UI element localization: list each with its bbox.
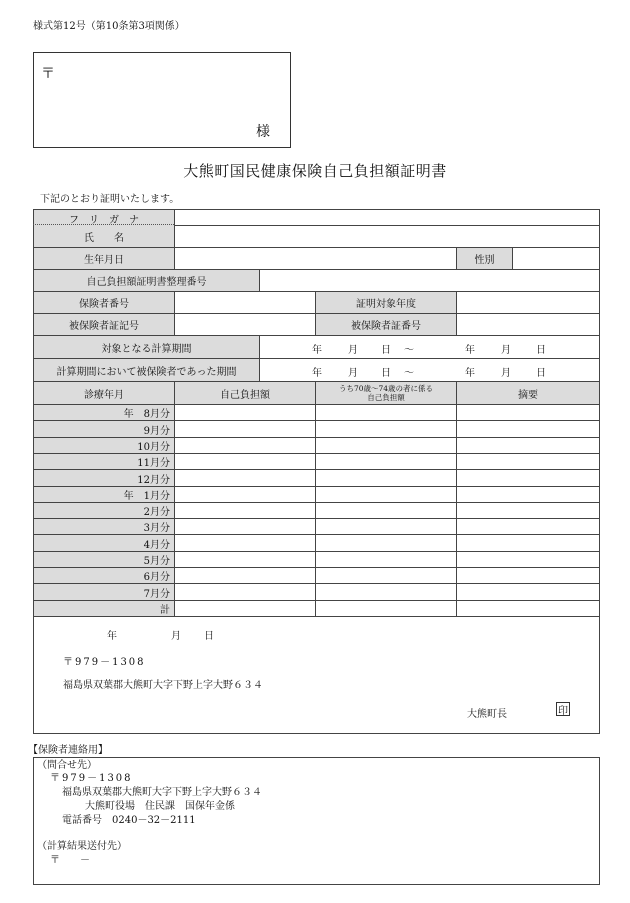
copay-cell[interactable] — [174, 469, 316, 487]
label-furigana: フ リ ガ ナ — [33, 209, 175, 226]
remarks-cell[interactable] — [456, 469, 600, 487]
copay-70-74-cell[interactable] — [315, 404, 457, 421]
footer-date-day: 日 — [204, 631, 214, 642]
label-gender: 性別 — [456, 247, 513, 270]
contact-address: 福島県双葉郡大熊町大字下野上字大野６３４ — [62, 787, 262, 798]
period-day: 日 — [536, 368, 546, 379]
certification-footer — [33, 610, 600, 734]
copay-cell[interactable] — [174, 453, 316, 470]
label-target-year: 証明対象年度 — [315, 291, 457, 314]
contact-postal: 〒979－1308 — [50, 773, 133, 784]
footer-mayor: 大熊町長 — [467, 709, 507, 720]
label-insurer-number: 保険者番号 — [33, 291, 175, 314]
copay-70-74-cell[interactable] — [315, 551, 457, 568]
remarks-cell[interactable] — [456, 518, 600, 535]
header-copay: 自己負担額 — [174, 381, 316, 405]
insured-period-field[interactable] — [259, 358, 600, 382]
copay-70-74-cell[interactable] — [315, 420, 457, 438]
target-year-field[interactable] — [456, 291, 600, 314]
insured-card-number-field[interactable] — [456, 313, 600, 336]
furigana-dotted-divider — [33, 224, 174, 225]
contact-phone: 電話番号 0240－32－2111 — [62, 815, 196, 826]
row-month-label: 2月分 — [33, 502, 175, 519]
period-year: 年 — [312, 368, 322, 379]
copay-70-74-cell[interactable] — [315, 453, 457, 470]
gender-field[interactable] — [512, 247, 600, 270]
header-remarks: 摘要 — [456, 381, 600, 405]
label-cert-number: 自己負担額証明書整理番号 — [33, 269, 260, 292]
row-month-label: 4月分 — [33, 534, 175, 552]
birthdate-field[interactable] — [174, 247, 457, 270]
remarks-cell[interactable] — [456, 437, 600, 454]
period-day: 日 — [536, 345, 546, 356]
insurer-number-field[interactable] — [174, 291, 316, 314]
row-month-label: 11月分 — [33, 453, 175, 470]
copay-70-74-cell[interactable] — [315, 502, 457, 519]
contact-box — [33, 757, 600, 885]
footer-date-year: 年 — [107, 631, 117, 642]
remarks-cell[interactable] — [456, 420, 600, 438]
copay-cell[interactable] — [174, 567, 316, 584]
remarks-cell[interactable] — [456, 534, 600, 552]
period-month: 月 — [501, 345, 511, 356]
calc-period-field[interactable] — [259, 335, 600, 359]
copay-cell[interactable] — [174, 404, 316, 421]
row-month-label: 12月分 — [33, 469, 175, 487]
copay-cell[interactable] — [174, 502, 316, 519]
footer-address: 福島県双葉郡大熊町大字下野上字大野６３４ — [63, 680, 263, 691]
remarks-cell[interactable] — [456, 453, 600, 470]
copay-cell[interactable] — [174, 437, 316, 454]
period-month: 月 — [348, 345, 358, 356]
copay-cell[interactable] — [174, 420, 316, 438]
header-copay-70-74 — [315, 381, 457, 405]
form-number: 様式第12号（第10条第3項関係） — [33, 21, 185, 32]
period-day: 日 — [381, 345, 391, 356]
contact-office: 大熊町役場 住民課 国保年金係 — [85, 801, 235, 812]
label-insured-card-symbol: 被保険者証記号 — [33, 313, 175, 336]
furigana-field[interactable] — [174, 209, 600, 226]
postal-mark: 〒 — [41, 66, 55, 82]
copay-70-74-cell[interactable] — [315, 469, 457, 487]
contact-inquiry-label: （問合せ先） — [37, 760, 97, 771]
period-month: 月 — [348, 368, 358, 379]
copay-cell[interactable] — [174, 551, 316, 568]
contact-result-postal: 〒 － — [50, 855, 90, 866]
copay-cell[interactable] — [174, 583, 316, 601]
seal-mark: 印 — [556, 702, 570, 716]
remarks-cell[interactable] — [456, 583, 600, 601]
label-birthdate: 生年月日 — [33, 247, 175, 270]
honorific: 様 — [256, 124, 270, 140]
footer-postal: 〒979－1308 — [63, 657, 146, 668]
document-title: 大熊町国民健康保険自己負担額証明書 — [183, 162, 447, 180]
cert-number-field[interactable] — [259, 269, 600, 292]
header-month: 診療年月 — [33, 381, 175, 405]
period-year: 年 — [465, 345, 475, 356]
row-month-label: 年 8月分 — [33, 404, 175, 421]
copay-70-74-cell[interactable] — [315, 583, 457, 601]
label-calc-period: 対象となる計算期間 — [33, 335, 260, 359]
intro-text: 下記のとおり証明いたします。 — [40, 194, 180, 205]
period-month: 月 — [501, 368, 511, 379]
contact-result-label: （計算結果送付先） — [37, 841, 127, 852]
row-month-label: 6月分 — [33, 567, 175, 584]
copay-cell[interactable] — [174, 486, 316, 503]
period-tilde: ～ — [404, 368, 414, 379]
copay-cell[interactable] — [174, 534, 316, 552]
header-copay-70-74-line1: うち70歳～74歳の者に係る — [338, 384, 434, 393]
row-month-label: 7月分 — [33, 583, 175, 601]
copay-70-74-cell[interactable] — [315, 534, 457, 552]
row-month-label: 9月分 — [33, 420, 175, 438]
copay-70-74-cell[interactable] — [315, 437, 457, 454]
remarks-cell[interactable] — [456, 486, 600, 503]
remarks-cell[interactable] — [456, 404, 600, 421]
row-month-label: 年 1月分 — [33, 486, 175, 503]
contact-heading: 【保険者連絡用】 — [28, 745, 108, 756]
row-month-label: 5月分 — [33, 551, 175, 568]
insured-card-symbol-field[interactable] — [174, 313, 316, 336]
recipient-address-box — [33, 52, 291, 148]
remarks-cell[interactable] — [456, 551, 600, 568]
period-day: 日 — [381, 368, 391, 379]
copay-70-74-cell[interactable] — [315, 518, 457, 535]
period-tilde: ～ — [404, 345, 414, 356]
row-month-label: 3月分 — [33, 518, 175, 535]
copay-70-74-cell[interactable] — [315, 486, 457, 503]
copay-70-74-cell[interactable] — [315, 567, 457, 584]
label-insured-period: 計算期間において被保険者であった期間 — [33, 358, 260, 382]
label-name: 氏 名 — [33, 225, 175, 248]
name-field[interactable] — [174, 225, 600, 248]
remarks-cell[interactable] — [456, 502, 600, 519]
label-insured-card-number: 被保険者証番号 — [315, 313, 457, 336]
copay-cell[interactable] — [174, 518, 316, 535]
row-month-label: 10月分 — [33, 437, 175, 454]
period-year: 年 — [312, 345, 322, 356]
period-year: 年 — [465, 368, 475, 379]
footer-date-month: 月 — [171, 631, 181, 642]
remarks-cell[interactable] — [456, 567, 600, 584]
header-copay-70-74-line2: 自己負担額 — [367, 393, 405, 402]
row-month-label: 計 — [33, 600, 175, 617]
